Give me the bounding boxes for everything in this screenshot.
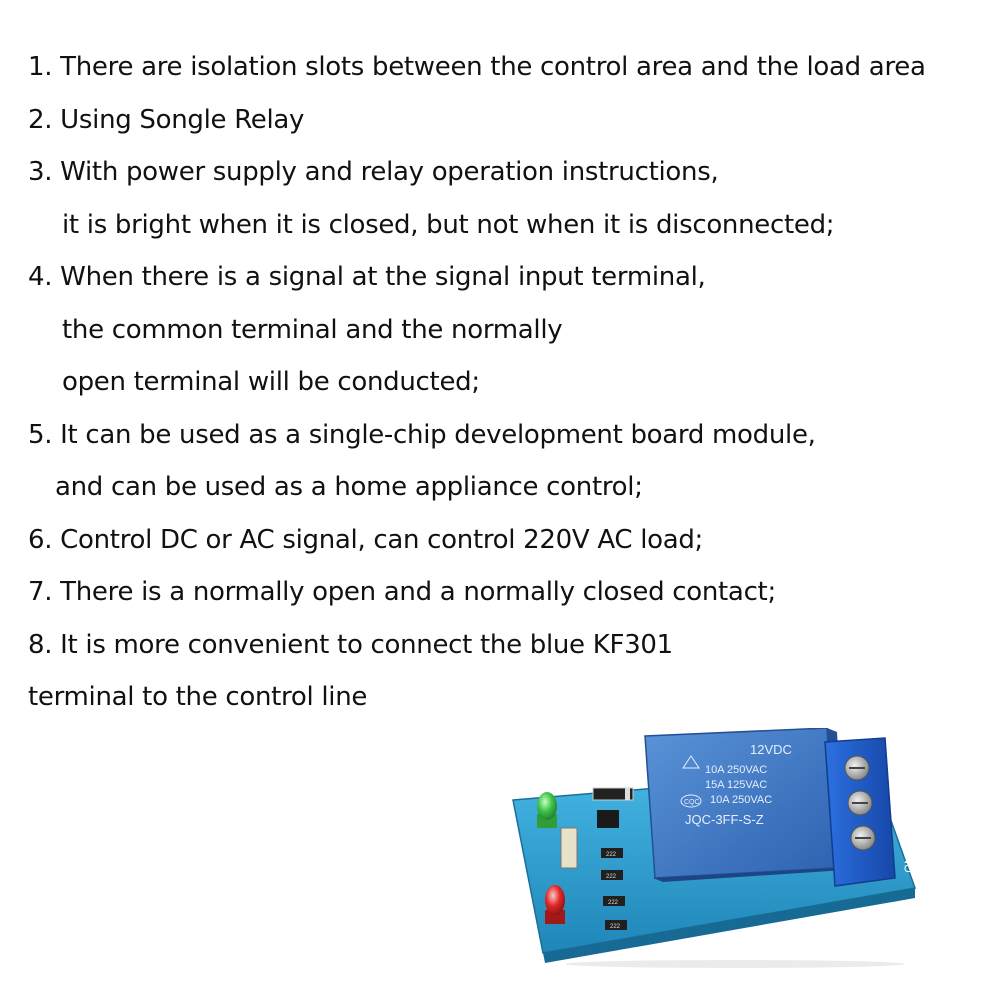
relay-rating-3: 10A 250VAC [710,794,773,806]
relay-rating-1: 10A 250VAC [705,764,768,776]
feature-line: it is bright when it is closed, but not when it is disconnected; [62,209,835,240]
relay-voltage-label: 12VDC [750,742,792,757]
relay-rating-2: 15A 125VAC [705,779,768,791]
relay-module-illustration [505,728,925,968]
resistor-code: 222 [610,924,621,930]
feature-line: 4. When there is a signal at the signal input terminal, [28,262,706,292]
feature-line: 6. Control DC or AC signal, can control 220V AC load; [28,524,704,555]
transistor [597,810,619,828]
kf301-terminal-block [825,738,895,886]
jumper-header [561,828,577,868]
feature-line: 1. There are isolation slots between the control area and the load area [28,52,926,82]
feature-line: open terminal will be conducted; [62,367,480,397]
relay-component [645,728,845,882]
relay-model-label: JQC-3FF-S-Z [685,812,764,827]
relay-module-photo [505,728,925,968]
relay-cert-label: CQC [684,799,700,806]
terminal-label-no: NO [901,855,914,873]
feature-line: 2. Using Songle Relay [28,104,305,135]
feature-line: 3. With power supply and relay operation instructions, [28,157,719,187]
feature-line: the common terminal and the normally [62,314,563,345]
shadow [565,960,905,968]
feature-line: 7. There is a normally open and a normally closed contact; [28,577,776,607]
feature-line: 5. It can be used as a single-chip development board module, [28,419,816,450]
feature-line: and can be used as a home appliance control; [55,472,643,502]
feature-list [28,44,988,727]
red-led [545,885,565,924]
resistor-code: 222 [608,900,619,906]
green-led [537,792,557,828]
terminal-label-com: COM [898,817,911,844]
resistor-code: 222 [606,852,617,858]
resistor-code: 222 [606,874,617,880]
feature-line: 8. It is more convenient to connect the blue KF301 [28,629,673,660]
terminal-label-nc: NC [895,785,908,803]
feature-line: terminal to the control line [28,682,368,712]
